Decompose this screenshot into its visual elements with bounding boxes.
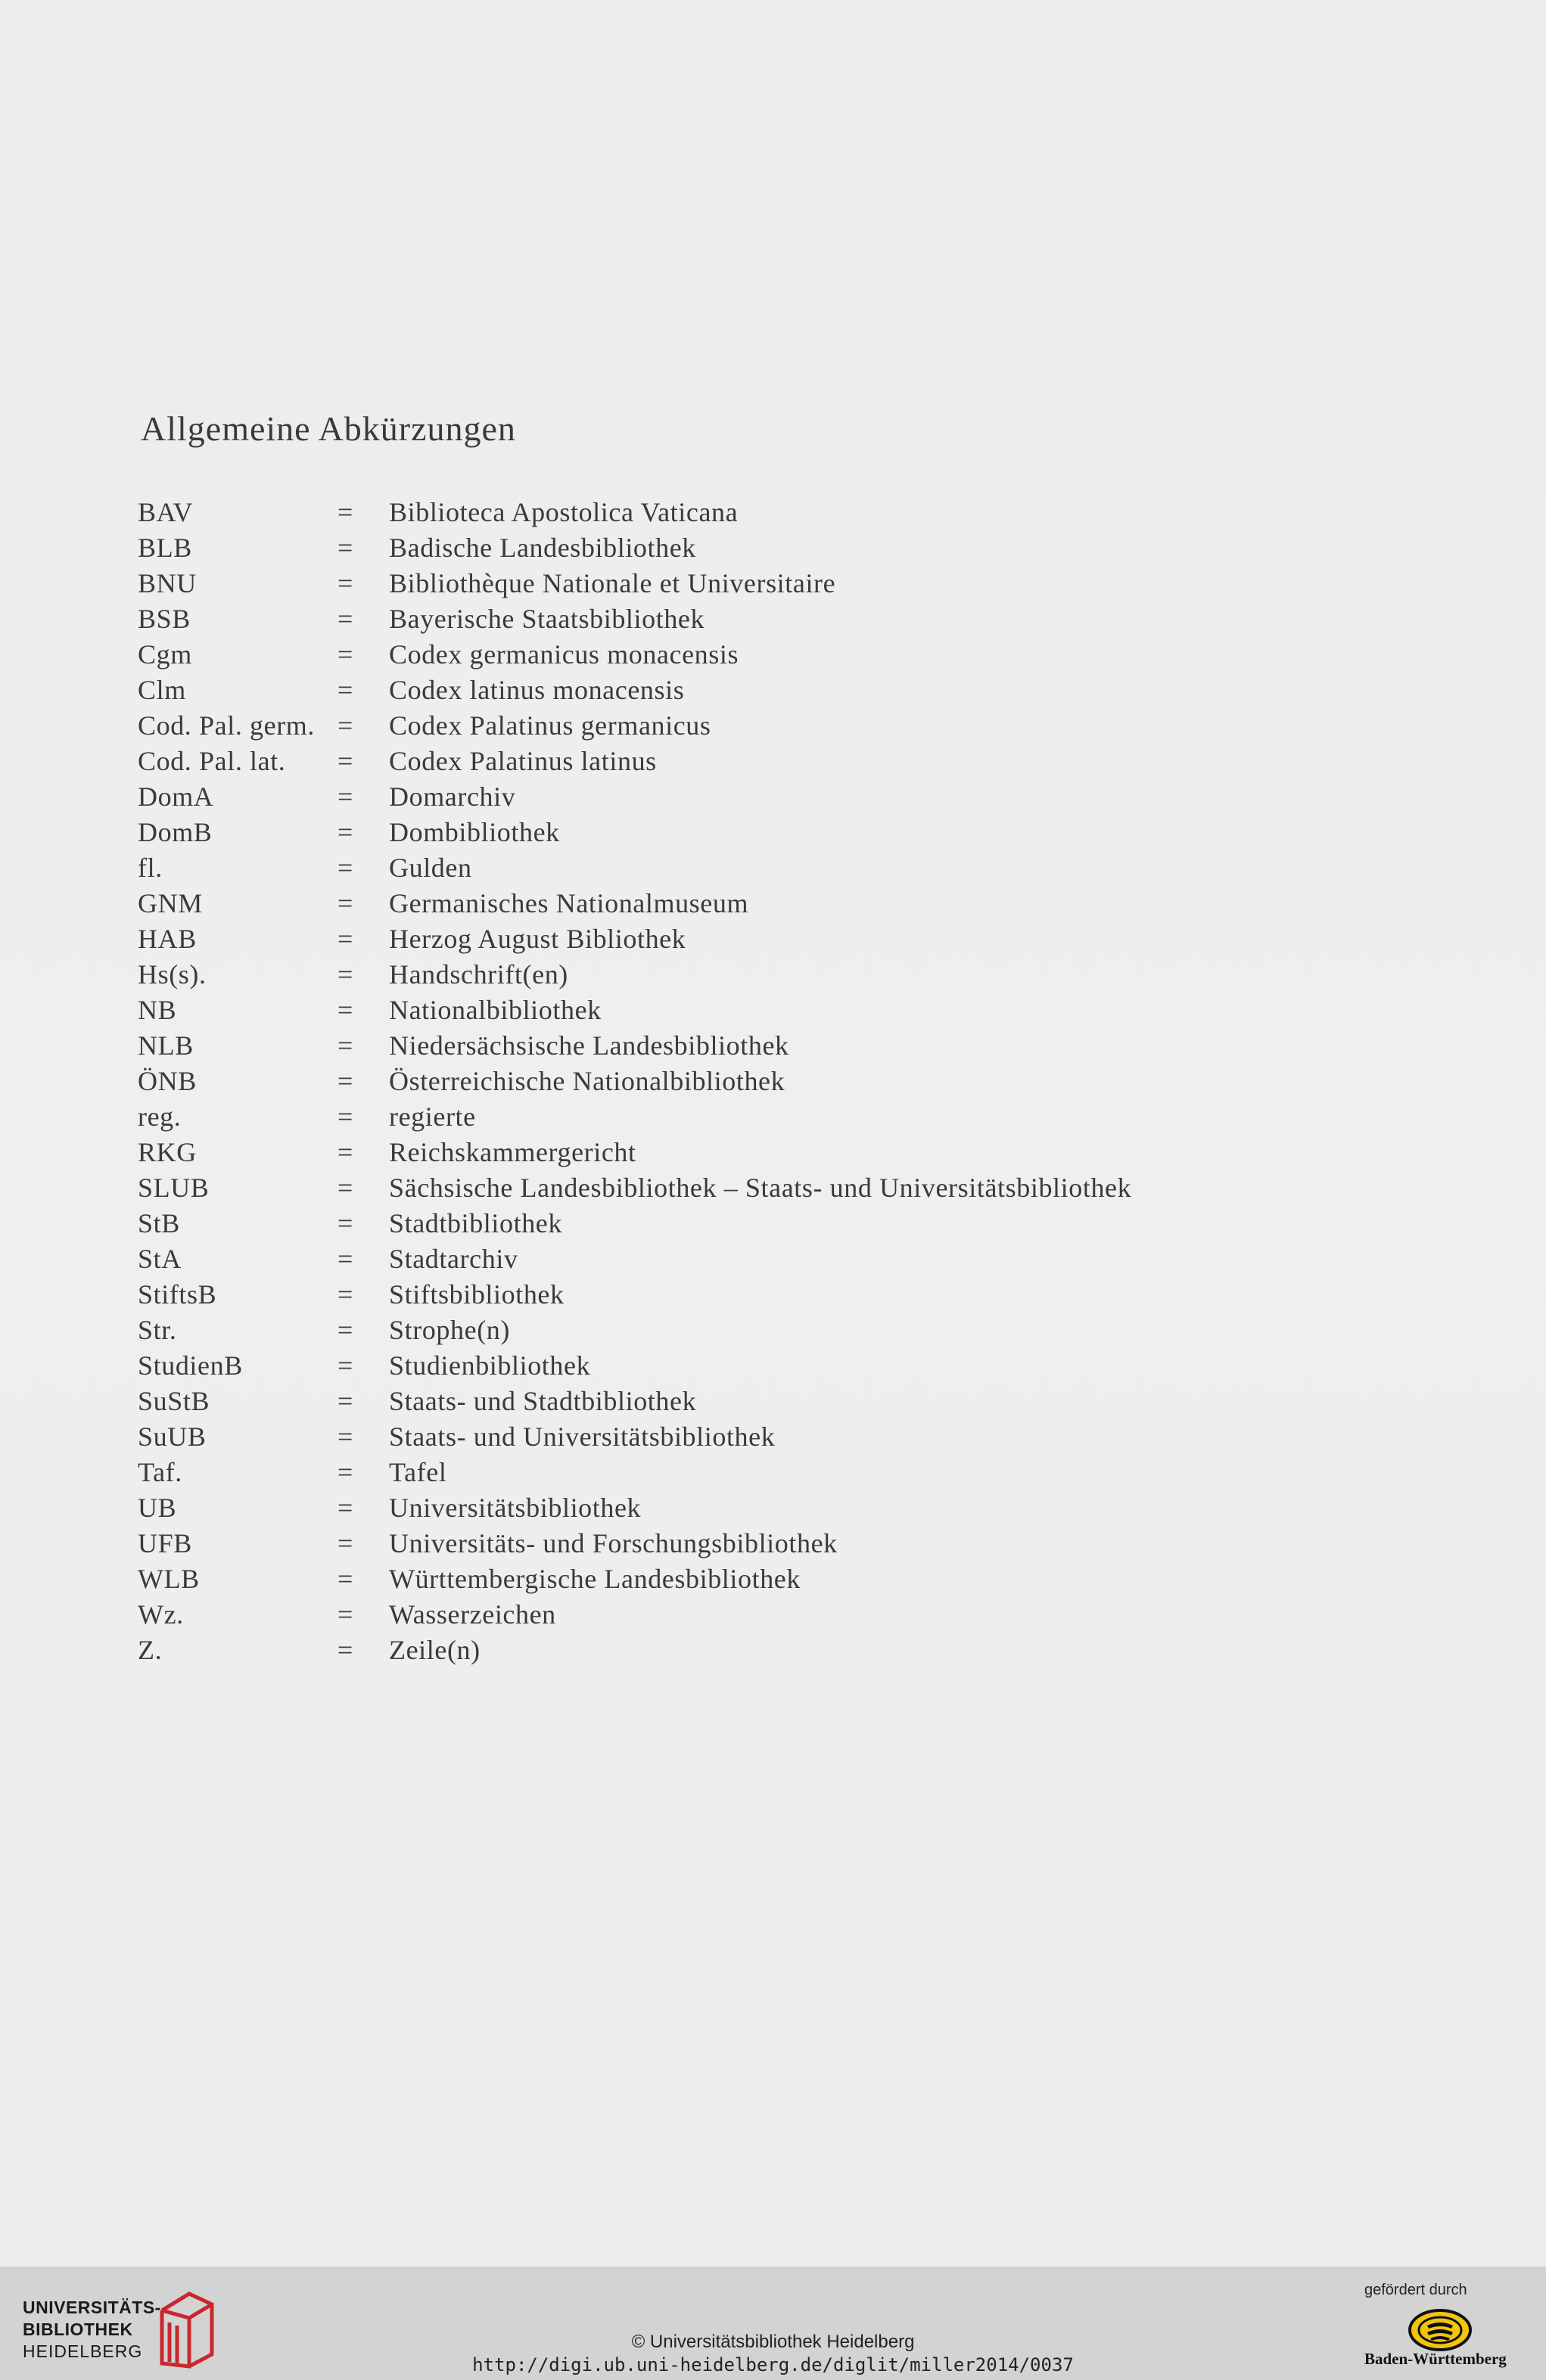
abbreviation-term: StudienB bbox=[138, 1350, 243, 1381]
abbreviation-definition: Staats- und Universitätsbibliothek bbox=[389, 1421, 776, 1452]
abbreviation-list bbox=[138, 495, 1273, 1668]
abbreviation-term: DomB bbox=[138, 817, 213, 847]
ub-logo-line2: BIBLIOTHEK bbox=[23, 2319, 133, 2339]
equals-sign: = bbox=[338, 1315, 353, 1345]
abbreviation-definition: Niedersächsische Landesbibliothek bbox=[389, 1030, 789, 1061]
abbreviation-row bbox=[138, 1028, 1273, 1064]
equals-sign: = bbox=[338, 568, 353, 598]
equals-sign: = bbox=[338, 781, 353, 812]
abbreviation-row bbox=[138, 815, 1273, 850]
abbreviation-definition: Codex Palatinus latinus bbox=[389, 746, 657, 776]
abbreviation-row bbox=[138, 673, 1273, 708]
abbreviation-definition: Bayerische Staatsbibliothek bbox=[389, 604, 705, 634]
abbreviation-term: fl. bbox=[138, 853, 163, 883]
abbreviation-definition: Dombibliothek bbox=[389, 817, 560, 847]
equals-sign: = bbox=[338, 1528, 353, 1558]
abbreviation-term: Cgm bbox=[138, 639, 192, 670]
equals-sign: = bbox=[338, 1350, 353, 1381]
abbreviation-term: reg. bbox=[138, 1101, 182, 1132]
abbreviation-term: SLUB bbox=[138, 1173, 210, 1203]
abbreviation-definition: Württembergische Landesbibliothek bbox=[389, 1564, 801, 1594]
abbreviation-term: Hs(s). bbox=[138, 959, 207, 990]
abbreviation-definition: Handschrift(en) bbox=[389, 959, 568, 990]
equals-sign: = bbox=[338, 924, 353, 954]
abbreviation-row bbox=[138, 993, 1273, 1028]
abbreviation-definition: Staats- und Stadtbibliothek bbox=[389, 1386, 697, 1416]
abbreviation-term: UFB bbox=[138, 1528, 192, 1558]
abbreviation-definition: Herzog August Bibliothek bbox=[389, 924, 686, 954]
sponsor-label: gefördert durch bbox=[1364, 2282, 1467, 2298]
abbreviation-row bbox=[138, 1099, 1273, 1135]
abbreviation-term: BAV bbox=[138, 497, 194, 527]
abbreviation-term: RKG bbox=[138, 1137, 197, 1167]
abbreviation-definition: Stadtbibliothek bbox=[389, 1208, 562, 1238]
equals-sign: = bbox=[338, 995, 353, 1025]
abbreviation-definition: Badische Landesbibliothek bbox=[389, 533, 696, 563]
equals-sign: = bbox=[338, 817, 353, 847]
abbreviation-term: SuUB bbox=[138, 1421, 207, 1452]
equals-sign: = bbox=[338, 1599, 353, 1630]
abbreviation-definition: Universitäts- und Forschungsbibliothek bbox=[389, 1528, 838, 1558]
abbreviation-row bbox=[138, 1135, 1273, 1170]
abbreviation-term: NLB bbox=[138, 1030, 194, 1061]
abbreviation-row bbox=[138, 921, 1273, 957]
abbreviation-term: Cod. Pal. germ. bbox=[138, 710, 315, 741]
abbreviation-term: StA bbox=[138, 1244, 182, 1274]
abbreviation-definition: regierte bbox=[389, 1101, 476, 1132]
abbreviation-row bbox=[138, 1348, 1273, 1384]
abbreviation-term: Wz. bbox=[138, 1599, 184, 1630]
equals-sign: = bbox=[338, 959, 353, 990]
abbreviation-definition: Österreichische Nationalbibliothek bbox=[389, 1066, 785, 1096]
abbreviation-row bbox=[138, 637, 1273, 673]
abbreviation-definition: Bibliothèque Nationale et Universitaire bbox=[389, 568, 836, 598]
abbreviation-row bbox=[138, 1561, 1273, 1597]
abbreviation-row bbox=[138, 601, 1273, 637]
equals-sign: = bbox=[338, 1386, 353, 1416]
abbreviation-definition: Wasserzeichen bbox=[389, 1599, 556, 1630]
abbreviation-row bbox=[138, 495, 1273, 530]
abbreviation-row bbox=[138, 886, 1273, 921]
abbreviation-term: Taf. bbox=[138, 1457, 182, 1487]
abbreviation-term: Z. bbox=[138, 1635, 163, 1665]
equals-sign: = bbox=[338, 1208, 353, 1238]
equals-sign: = bbox=[338, 533, 353, 563]
abbreviation-definition: Codex latinus monacensis bbox=[389, 675, 685, 705]
abbreviation-row bbox=[138, 530, 1273, 566]
abbreviation-definition: Strophe(n) bbox=[389, 1315, 510, 1345]
abbreviation-row bbox=[138, 1384, 1273, 1419]
abbreviation-row bbox=[138, 957, 1273, 993]
ub-logo-line1: UNIVERSITÄTS- bbox=[23, 2298, 161, 2317]
abbreviation-row bbox=[138, 1170, 1273, 1206]
abbreviation-definition: Nationalbibliothek bbox=[389, 995, 602, 1025]
abbreviation-term: GNM bbox=[138, 888, 203, 918]
abbreviation-definition: Stiftsbibliothek bbox=[389, 1279, 565, 1310]
abbreviation-row bbox=[138, 566, 1273, 601]
equals-sign: = bbox=[338, 1244, 353, 1274]
abbreviation-row bbox=[138, 779, 1273, 815]
abbreviation-row bbox=[138, 1526, 1273, 1561]
abbreviation-definition: Tafel bbox=[389, 1457, 447, 1487]
equals-sign: = bbox=[338, 1030, 353, 1061]
abbreviation-term: BNU bbox=[138, 568, 197, 598]
ub-logo-line3: HEIDELBERG bbox=[23, 2341, 143, 2361]
abbreviation-definition: Domarchiv bbox=[389, 781, 516, 812]
abbreviation-definition: Codex Palatinus germanicus bbox=[389, 710, 711, 741]
abbreviation-term: UB bbox=[138, 1493, 177, 1523]
abbreviation-row bbox=[138, 1490, 1273, 1526]
equals-sign: = bbox=[338, 746, 353, 776]
abbreviation-row bbox=[138, 1455, 1273, 1490]
equals-sign: = bbox=[338, 1173, 353, 1203]
abbreviation-definition: Codex germanicus monacensis bbox=[389, 639, 739, 670]
abbreviation-term: ÖNB bbox=[138, 1066, 197, 1096]
abbreviation-definition: Sächsische Landesbibliothek – Staats- und Universitätsbibliothek bbox=[389, 1173, 1132, 1203]
abbreviation-definition: Studienbibliothek bbox=[389, 1350, 591, 1381]
equals-sign: = bbox=[338, 1137, 353, 1167]
abbreviation-row bbox=[138, 1241, 1273, 1277]
abbreviation-term: BSB bbox=[138, 604, 191, 634]
abbreviation-definition: Universitätsbibliothek bbox=[389, 1493, 642, 1523]
abbreviation-term: Cod. Pal. lat. bbox=[138, 746, 286, 776]
abbreviation-term: NB bbox=[138, 995, 177, 1025]
abbreviation-term: StB bbox=[138, 1208, 180, 1238]
equals-sign: = bbox=[338, 1493, 353, 1523]
baden-wuerttemberg-emblem-icon bbox=[1408, 2309, 1473, 2351]
abbreviation-row bbox=[138, 850, 1273, 886]
abbreviation-row bbox=[138, 1419, 1273, 1455]
abbreviation-row bbox=[138, 1206, 1273, 1241]
abbreviation-term: HAB bbox=[138, 924, 197, 954]
abbreviation-row bbox=[138, 1597, 1273, 1633]
sponsor-name: Baden-Württemberg bbox=[1364, 2350, 1507, 2368]
equals-sign: = bbox=[338, 1101, 353, 1132]
abbreviation-definition: Reichskammergericht bbox=[389, 1137, 636, 1167]
abbreviation-definition: Biblioteca Apostolica Vaticana bbox=[389, 497, 739, 527]
equals-sign: = bbox=[338, 710, 353, 741]
abbreviation-term: SuStB bbox=[138, 1386, 210, 1416]
abbreviation-definition: Zeile(n) bbox=[389, 1635, 481, 1665]
abbreviation-row bbox=[138, 708, 1273, 744]
equals-sign: = bbox=[338, 675, 353, 705]
abbreviation-term: StiftsB bbox=[138, 1279, 217, 1310]
permalink-url[interactable]: http://digi.ub.uni-heidelberg.de/diglit/miller2014/0037 bbox=[472, 2354, 1074, 2375]
abbreviation-term: Clm bbox=[138, 675, 186, 705]
equals-sign: = bbox=[338, 1066, 353, 1096]
viewer-footer bbox=[0, 2267, 1546, 2380]
abbreviation-term: DomA bbox=[138, 781, 214, 812]
equals-sign: = bbox=[338, 497, 353, 527]
equals-sign: = bbox=[338, 1279, 353, 1310]
abbreviation-term: Str. bbox=[138, 1315, 177, 1345]
abbreviation-definition: Stadtarchiv bbox=[389, 1244, 518, 1274]
equals-sign: = bbox=[338, 853, 353, 883]
abbreviation-row bbox=[138, 744, 1273, 779]
abbreviation-term: WLB bbox=[138, 1564, 200, 1594]
abbreviation-definition: Gulden bbox=[389, 853, 472, 883]
equals-sign: = bbox=[338, 1564, 353, 1594]
equals-sign: = bbox=[338, 1457, 353, 1487]
abbreviation-row bbox=[138, 1633, 1273, 1668]
abbreviation-row bbox=[138, 1064, 1273, 1099]
abbreviation-definition: Germanisches Nationalmuseum bbox=[389, 888, 749, 918]
equals-sign: = bbox=[338, 639, 353, 670]
abbreviation-row bbox=[138, 1277, 1273, 1313]
equals-sign: = bbox=[338, 1421, 353, 1452]
equals-sign: = bbox=[338, 604, 353, 634]
abbreviation-row bbox=[138, 1313, 1273, 1348]
equals-sign: = bbox=[338, 888, 353, 918]
copyright-text: © Universitätsbibliothek Heidelberg bbox=[631, 2332, 915, 2352]
equals-sign: = bbox=[338, 1635, 353, 1665]
page-heading: Allgemeine Abkürzungen bbox=[141, 409, 516, 448]
abbreviation-term: BLB bbox=[138, 533, 192, 563]
